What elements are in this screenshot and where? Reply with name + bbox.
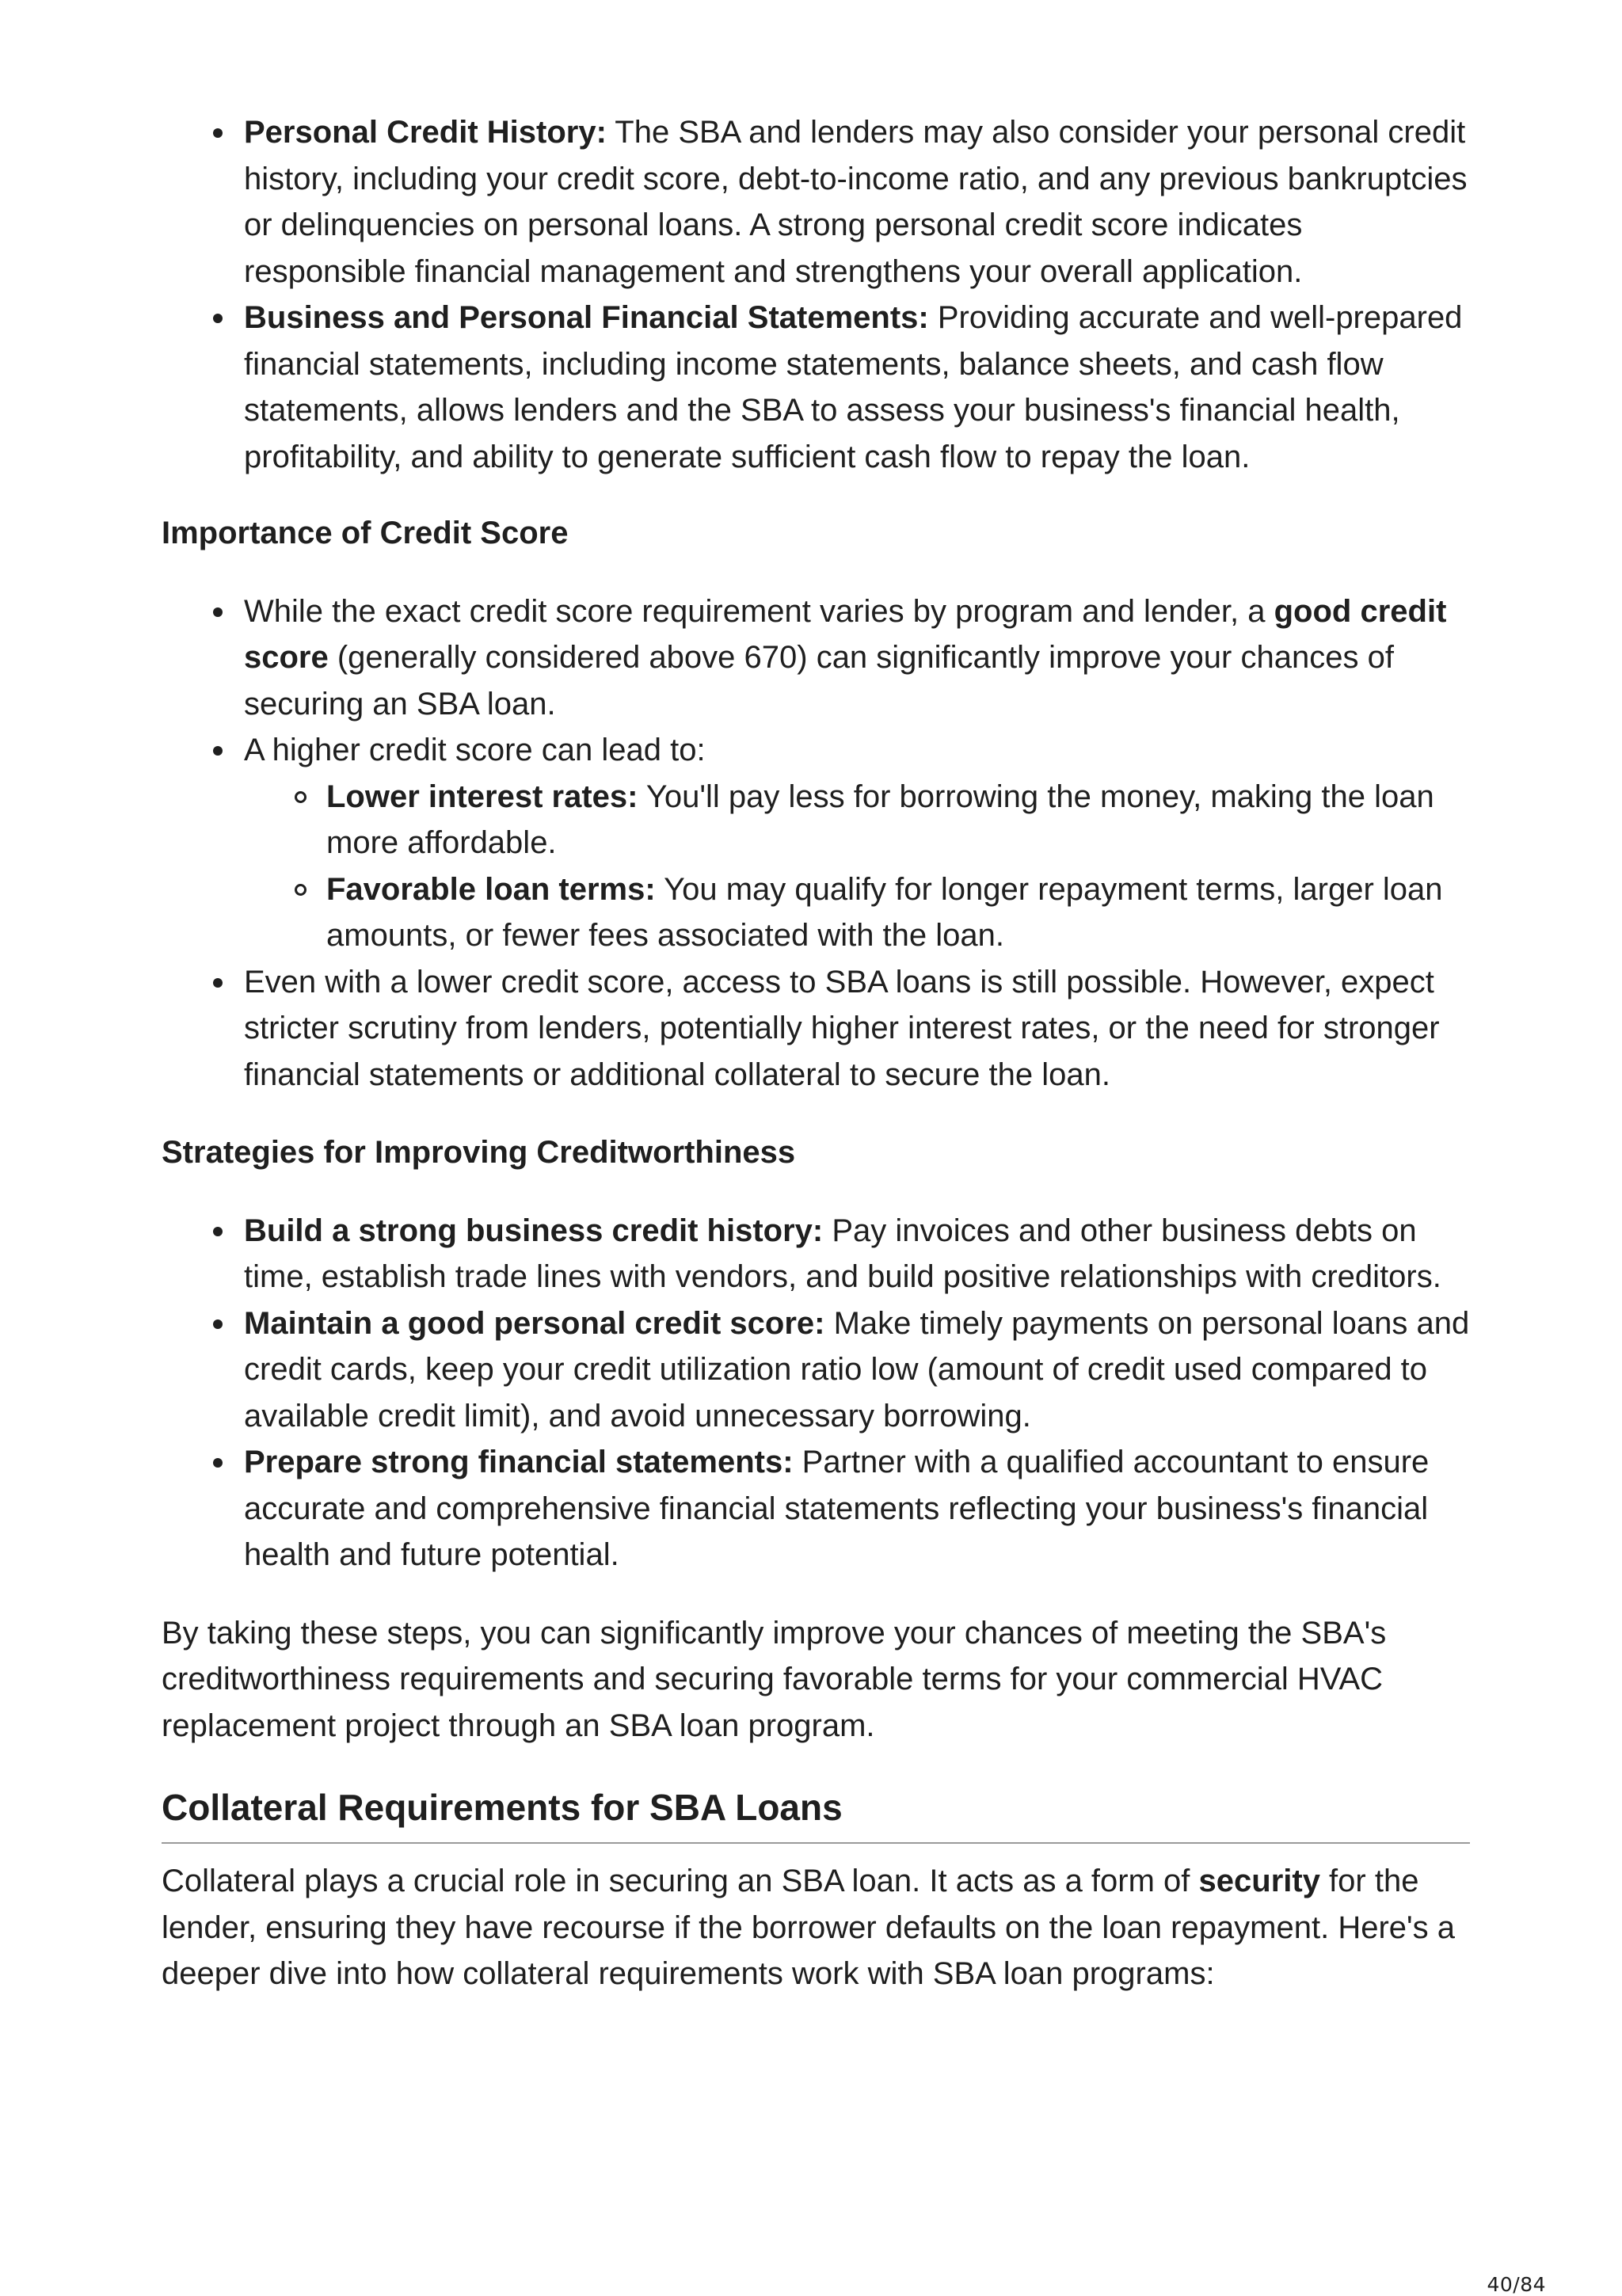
list-item-label: Prepare strong financial statements:: [244, 1445, 794, 1479]
sub-list-item-label: Favorable loan terms:: [326, 871, 656, 907]
list-item: [162, 588, 1470, 728]
credit-benefits-sublist: [244, 774, 1470, 959]
sub-list-item: [244, 774, 1470, 866]
list-item: [162, 1300, 1470, 1440]
collateral-paragraph: [162, 1858, 1470, 1997]
conclusion-paragraph: By taking these steps, you can significantly improve your chances of meeting the SBA's creditworthiness requirements and securing favorable terms for your commercial HVAC replacement project through an SBA loan program.: [162, 1615, 1387, 1743]
credit-factors-list: [162, 109, 1470, 480]
strategies-heading: Strategies for Improving Creditworthiness: [162, 1135, 796, 1170]
list-item-label: Build a strong business credit history:: [244, 1213, 824, 1248]
list-item-text: Partner with a qualified accountant to ensure accurate and comprehensive financial statements reflecting your business's financial health and future potential.: [244, 1445, 1430, 1572]
list-item: [162, 727, 1470, 959]
list-item-text: Providing accurate and well-prepared financial statements, including income statements, balance sheets, and cash flow statements, allows lenders and the SBA to assess your business's financial health, profitability, and ability to generate sufficient cash flow to repay the loan.: [244, 300, 1463, 474]
list-item: [162, 959, 1470, 1099]
security-emphasis: security: [1198, 1864, 1320, 1898]
collateral-paragraph-text: for the lender, ensuring they have recourse if the borrower defaults on the loan repayment. Here's a deeper dive into how collateral requirements work with SBA loan programs:: [162, 1864, 1456, 1991]
list-item: [162, 1439, 1470, 1578]
list-item-text: A higher credit score can lead to:: [244, 733, 706, 767]
list-item-label: Personal Credit History:: [244, 115, 607, 150]
credit-score-list: [162, 588, 1470, 1099]
page-number: 40/84: [1487, 2273, 1546, 2296]
list-item-text: While the exact credit score requirement varies by program and lender, a: [244, 593, 1274, 629]
page-content: [162, 109, 1470, 1997]
list-item-text: Make timely payments on personal loans and credit cards, keep your credit utilization ratio low (amount of credit used compared to available credit limit), and avoid unnecessary borrowing.: [244, 1305, 1470, 1434]
sub-list-item-text: You may qualify for longer repayment terms, larger loan amounts, or fewer fees associated with the loan.: [326, 871, 1443, 953]
sub-list-item-text: You'll pay less for borrowing the money, making the loan more affordable.: [326, 779, 1434, 860]
good-credit-score-emphasis: good credit score: [244, 593, 1447, 675]
list-item: [162, 109, 1470, 295]
list-item-text: Even with a lower credit score, access to SBA loans is still possible. However, expect stricter scrutiny from lenders, potentially higher interest rates, or the need for stronger financial statements or additional collateral to secure the loan.: [244, 964, 1440, 1092]
sub-list-item-label: Lower interest rates:: [326, 779, 638, 814]
sub-list-item: [244, 866, 1470, 959]
list-item-text: Pay invoices and other business debts on time, establish trade lines with vendors, and build positive relationships with creditors.: [244, 1213, 1441, 1294]
list-item: [162, 1208, 1470, 1300]
list-item: [162, 295, 1470, 480]
list-item-label: Maintain a good personal credit score:: [244, 1305, 825, 1341]
list-item-label: Business and Personal Financial Statements:: [244, 300, 929, 335]
credit-score-heading: Importance of Credit Score: [162, 516, 569, 550]
list-item-text: (generally considered above 670) can significantly improve your chances of securing an SBA loan.: [244, 640, 1394, 722]
collateral-section-heading: Collateral Requirements for SBA Loans: [162, 1784, 1470, 1844]
list-item-text: The SBA and lenders may also consider your personal credit history, including your credit score, debt-to-income ratio, and any previous bankruptcies or delinquencies on personal loans. A strong personal credit score indicates responsible financial management and strengthens your overall application.: [244, 115, 1468, 289]
collateral-paragraph-text: Collateral plays a crucial role in securing an SBA loan. It acts as a form of: [162, 1864, 1199, 1898]
strategies-list: [162, 1208, 1470, 1578]
